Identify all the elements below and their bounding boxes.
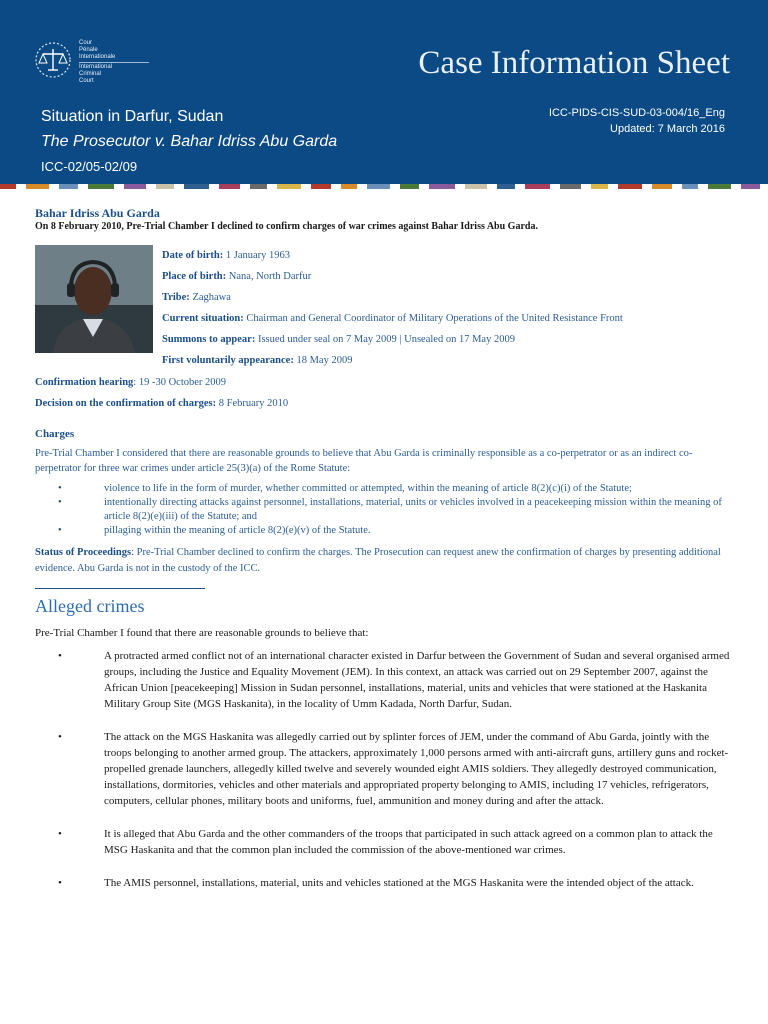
stripe-segment bbox=[708, 184, 731, 189]
stripe-segment bbox=[560, 184, 581, 189]
confirmation-decision bbox=[35, 398, 288, 409]
stripe-segment bbox=[465, 184, 487, 189]
stripe-segment bbox=[741, 184, 760, 189]
list-item bbox=[35, 648, 735, 712]
case-title: The Prosecutor v. Bahar Idriss Abu Garda bbox=[41, 133, 338, 150]
charge-text: intentionally directing attacks against personnel, installations, material, units or vehicles involved in a peacekeeping mission within the meaning of article 8(2)(e)(iii) of the Statute; and bbox=[104, 497, 722, 522]
scales-of-justice-icon bbox=[33, 40, 73, 80]
fact-place-of-birth bbox=[162, 271, 311, 282]
logo-text-line: Internationale bbox=[79, 54, 116, 60]
charges-intro: Pre-Trial Chamber I considered that there are reasonable grounds to believe that Abu Garda is criminally responsible as a co-perpetrator or as an indirect co-perpetrator for three war crimes under article 25(3)(a) of the Rome Statute: bbox=[35, 448, 693, 474]
fact-date-of-birth bbox=[162, 250, 290, 261]
stripe-segment bbox=[59, 184, 78, 189]
fact-value: Issued under seal on 7 May 2009 | Unsealed on 17 May 2009 bbox=[257, 334, 515, 345]
bullet-icon: • bbox=[58, 525, 62, 536]
bullet-icon: • bbox=[58, 828, 62, 840]
status-label: Status of Proceedings bbox=[35, 547, 132, 558]
charge-text: violence to life in the form of murder, whether committed or attempted, within the meaning of article 8(2)(c)(i) of the Statute; bbox=[104, 483, 632, 494]
icc-logo bbox=[33, 40, 153, 84]
fact-label: First voluntarily appearance: bbox=[162, 355, 294, 366]
stripe-segment bbox=[652, 184, 672, 189]
alleged-crime-text: The attack on the MGS Haskanita was allegedly carried out by splinter forces of JEM, under the command of Abu Garda, jointly with the troops belonging to another armed group. The attackers, approximately 1,000 persons armed with anti-aircraft guns, artillery guns and rocket-propelled grenade launchers, allegedly killed twelve and severely wounded eight AMIS soldiers. They allegedly destroyed communication, installations, dormitories, vehicles and other materials and appropriated property belonging to AMIS, including 17 vehicles, refrigerators, computers, cellular phones, military boots and uniforms, fuel, ammunition and money during and after the attack. bbox=[104, 731, 729, 807]
header-banner bbox=[0, 0, 768, 184]
updated-date: Updated: 7 March 2016 bbox=[610, 123, 725, 135]
alleged-crime-text: The AMIS personnel, installations, material, units and vehicles stationed at the MGS Haskanita were the intended object of the attack. bbox=[104, 877, 694, 889]
stripe-segment bbox=[311, 184, 331, 189]
stripe-segment bbox=[341, 184, 357, 189]
fact-value: Chairman and General Coordinator of Military Operations of the United Resistance Front bbox=[246, 313, 623, 324]
fact-first-appearance bbox=[162, 355, 352, 366]
bullet-icon: • bbox=[58, 650, 62, 662]
stripe-segment bbox=[429, 184, 455, 189]
stripe-segment bbox=[400, 184, 419, 189]
bullet-icon: • bbox=[58, 497, 62, 508]
alleged-crimes-intro: Pre-Trial Chamber I found that there are reasonable grounds to believe that: bbox=[35, 627, 369, 639]
stripe-segment bbox=[124, 184, 146, 189]
charges-heading: Charges bbox=[35, 428, 75, 440]
list-item bbox=[35, 875, 735, 891]
logo-divider bbox=[79, 62, 149, 63]
section-divider bbox=[35, 588, 205, 589]
status-text: : Pre-Trial Chamber declined to confirm the charges. The Prosecution can request anew the confirmation of charges by presenting additional evidence. Abu Garda is not in the custody of the ICC. bbox=[35, 547, 721, 574]
fact-label: Date of birth: bbox=[162, 250, 224, 261]
case-number: ICC-02/05-02/09 bbox=[41, 159, 138, 174]
alleged-crimes-list bbox=[35, 648, 735, 908]
charge-text: pillaging within the meaning of article 8(2)(e)(v) of the Statute. bbox=[104, 525, 371, 536]
list-item bbox=[35, 826, 735, 858]
stripe-segment bbox=[88, 184, 114, 189]
logo-text-line: Pénale bbox=[79, 47, 98, 53]
fact-label: Summons to appear: bbox=[162, 334, 256, 345]
portrait-image bbox=[35, 245, 153, 353]
alleged-crime-text: It is alleged that Abu Garda and the other commanders of the troops that participated in such attack agreed on a common plan to attack the MSG Haskanita and that the common plan included the commission of the above-mentioned war crimes. bbox=[104, 828, 713, 856]
stripe-segment bbox=[184, 184, 209, 189]
fact-summons bbox=[162, 334, 515, 345]
stripe-segment bbox=[618, 184, 642, 189]
list-item bbox=[35, 729, 735, 809]
fact-tribe bbox=[162, 292, 231, 303]
accused-photo bbox=[35, 245, 153, 353]
fact-value: Zaghawa bbox=[192, 292, 231, 303]
confirmation-hearing-value: : 19 -30 October 2009 bbox=[133, 377, 227, 388]
lead-summary: On 8 February 2010, Pre-Trial Chamber I declined to confirm charges of war crimes against Bahar Idriss Abu Garda. bbox=[35, 221, 538, 232]
stripe-segment bbox=[367, 184, 390, 189]
list-item bbox=[35, 524, 735, 538]
stripe-segment bbox=[497, 184, 515, 189]
stripe-segment bbox=[26, 184, 49, 189]
logo-text-line: International bbox=[79, 64, 113, 70]
stripe-segment bbox=[0, 184, 16, 189]
bullet-icon: • bbox=[58, 877, 62, 889]
fact-current-situation bbox=[162, 313, 623, 324]
list-item bbox=[35, 496, 735, 524]
decision-value: 8 February 2010 bbox=[218, 398, 289, 409]
fact-label: Place of birth: bbox=[162, 271, 227, 282]
color-stripe-divider bbox=[0, 184, 768, 190]
logo-text-line: Cour bbox=[79, 40, 93, 46]
stripe-segment bbox=[277, 184, 301, 189]
logo-text-line: Criminal bbox=[79, 71, 102, 77]
stripe-segment bbox=[250, 184, 267, 189]
stripe-segment bbox=[156, 184, 174, 189]
situation-title: Situation in Darfur, Sudan bbox=[41, 108, 224, 125]
alleged-crime-text: A protracted armed conflict not of an international character existed in Darfur between the Government of Sudan and several organised armed groups, including the Justice and Equality Movement (JEM). In this context, an attack was carried out on 29 September 2007, against the African Union [peacekeeping] Mission in Sudan personnel, installations, material, units and vehicles that were stationed at the Haskanita Military Group Site (MGS Haskanita), in the locality of Umm Kadada, North Darfur, Sudan. bbox=[104, 650, 730, 710]
list-item bbox=[35, 482, 735, 496]
sheet-title: Case Information Sheet bbox=[418, 45, 730, 81]
stripe-segment bbox=[219, 184, 240, 189]
fact-label: Current situation: bbox=[162, 313, 244, 324]
fact-label: Tribe: bbox=[162, 292, 190, 303]
decision-label: Decision on the confirmation of charges: bbox=[35, 398, 217, 409]
status-of-proceedings bbox=[35, 545, 740, 577]
charges-list bbox=[35, 482, 735, 538]
alleged-crimes-heading: Alleged crimes bbox=[35, 596, 145, 616]
fact-value: Nana, North Darfur bbox=[228, 271, 312, 282]
bullet-icon: • bbox=[58, 731, 62, 743]
stripe-segment bbox=[682, 184, 698, 189]
logo-text-line: Court bbox=[79, 78, 94, 84]
accused-name: Bahar Idriss Abu Garda bbox=[35, 206, 160, 220]
fact-value: 1 January 1963 bbox=[225, 250, 291, 261]
confirmation-hearing-label: Confirmation hearing bbox=[35, 377, 134, 388]
stripe-segment bbox=[591, 184, 608, 189]
confirmation-hearing bbox=[35, 377, 226, 388]
bullet-icon: • bbox=[58, 483, 62, 494]
stripe-segment bbox=[525, 184, 550, 189]
document-id: ICC-PIDS-CIS-SUD-03-004/16_Eng bbox=[548, 107, 725, 119]
fact-value: 18 May 2009 bbox=[296, 355, 353, 366]
